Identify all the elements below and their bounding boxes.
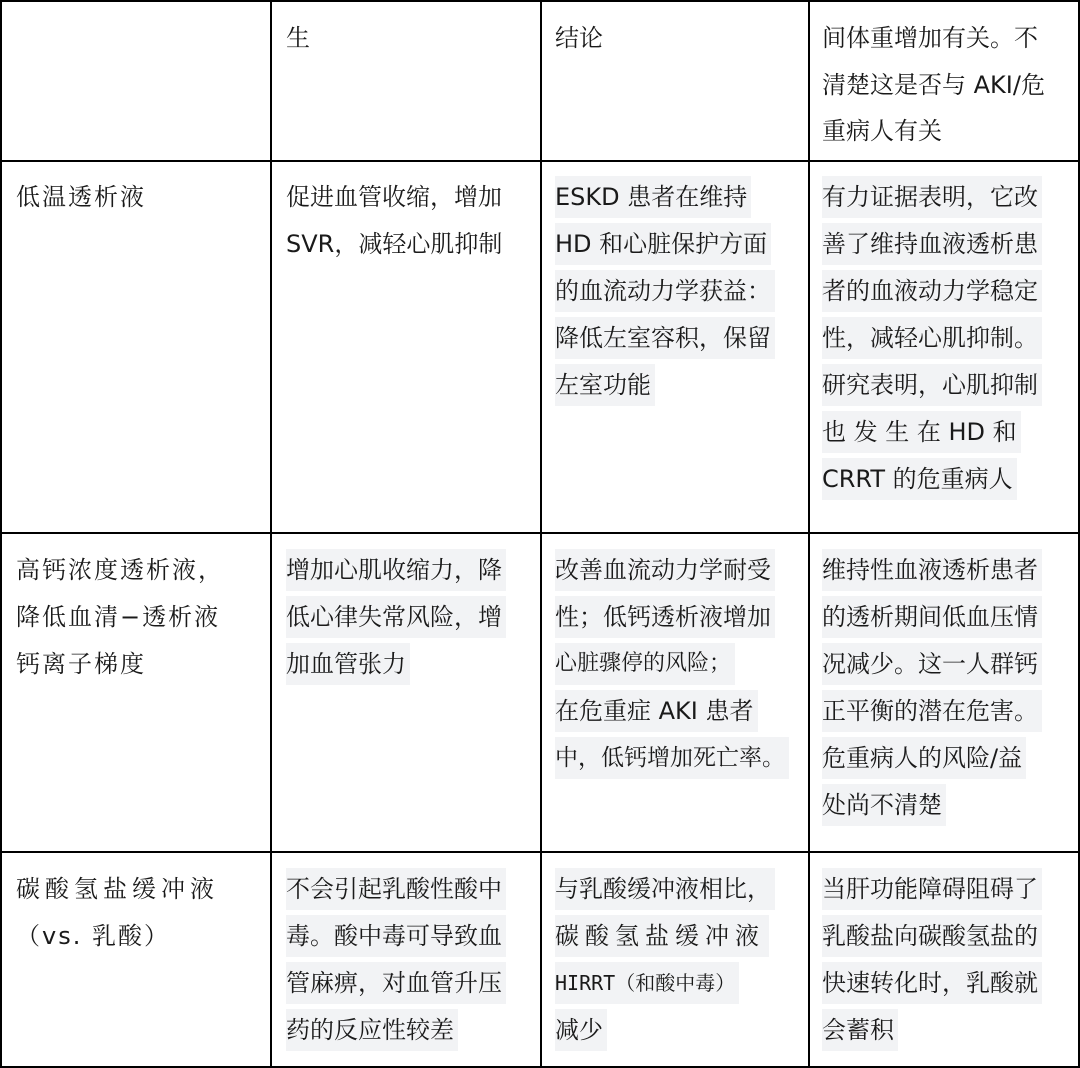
cell-line: 结论 xyxy=(555,24,603,52)
table-cell xyxy=(16,176,266,526)
column-divider xyxy=(270,0,272,1068)
cell-line: 重病人有关 xyxy=(822,117,942,145)
table-cell xyxy=(555,17,805,157)
cell-line: 减少 xyxy=(555,1009,607,1051)
cell-line: 维持性血液透析患者 xyxy=(822,549,1042,591)
cell-line: 生 xyxy=(286,24,310,52)
cell-line: 碳酸氢盐缓冲液 xyxy=(555,915,769,957)
cell-line: 促进血管收缩，增加 xyxy=(286,183,502,211)
table-cell xyxy=(16,549,266,847)
cell-line: 改善血流动力学耐受 xyxy=(555,549,775,591)
cell-line: 也 发 生 在 HD 和 xyxy=(822,411,1021,453)
column-divider xyxy=(808,0,810,1068)
table-cell xyxy=(822,868,1076,1064)
cell-line: 降低左室容积，保留 xyxy=(555,317,775,359)
cell-line: 者的血液动力学稳定 xyxy=(822,270,1042,312)
cell-line: 有力证据表明，它改 xyxy=(822,176,1042,218)
table-cell xyxy=(822,549,1076,847)
cell-line: 药的反应性较差 xyxy=(286,1009,458,1051)
table-cell xyxy=(286,176,536,526)
cell-line: 处尚不清楚 xyxy=(822,784,946,826)
cell-line: （vs. 乳酸） xyxy=(16,922,170,950)
cell-line: 降低血清−透析液 xyxy=(16,603,221,631)
cell-line: 当肝功能障碍阻碍了 xyxy=(822,868,1042,910)
column-divider xyxy=(540,0,542,1068)
cell-line: 乳酸盐向碳酸氢盐的 xyxy=(822,915,1042,957)
table-cell xyxy=(555,549,805,847)
table-cell xyxy=(822,176,1076,526)
cell-line: 况减少。这一人群钙 xyxy=(822,643,1042,685)
cell-line: 与乳酸缓冲液相比， xyxy=(555,868,775,910)
cell-line: 管麻痹，对血管升压 xyxy=(286,962,506,1004)
cell-line: 低温透析液 xyxy=(16,183,146,211)
cell-line: 快速转化时，乳酸就 xyxy=(822,962,1042,1004)
cell-line: 低心律失常风险，增 xyxy=(286,596,506,638)
cell-line: 危重病人的风险/益 xyxy=(822,737,1026,779)
cell-line: 会蓄积 xyxy=(822,1009,898,1051)
cell-line: 左室功能 xyxy=(555,364,655,406)
cell-line: 心脏骤停的风险； xyxy=(555,643,735,685)
cell-line: 增加心肌收缩力，降 xyxy=(286,549,506,591)
cell-line: 正平衡的潜在危害。 xyxy=(822,690,1042,732)
cell-line: 性，减轻心肌抑制。 xyxy=(822,317,1042,359)
cell-line: 善了维持血液透析患 xyxy=(822,223,1042,265)
cell-line: 高钙浓度透析液， xyxy=(16,556,224,584)
cell-line: 性；低钙透析液增加 xyxy=(555,596,775,638)
table-cell xyxy=(16,868,266,1064)
cell-line: 的透析期间低血压情 xyxy=(822,596,1042,638)
cell-line: HD 和心脏保护方面 xyxy=(555,223,771,265)
cell-line: 在危重症 AKI 患者 xyxy=(555,690,758,732)
cell-line: HIRRT（和酸中毒） xyxy=(555,962,739,1004)
table-cell xyxy=(286,17,536,157)
cell-line: SVR，减轻心肌抑制 xyxy=(286,230,503,258)
table-cell xyxy=(555,176,805,526)
cell-line: 不会引起乳酸性酸中 xyxy=(286,868,506,910)
cell-line: CRRT 的危重病人 xyxy=(822,458,1017,500)
column-divider xyxy=(0,0,2,1068)
cell-line: ESKD 患者在维持 xyxy=(555,176,751,218)
cell-line: 清楚这是否与 AKI/危 xyxy=(822,71,1045,99)
table-cell xyxy=(822,17,1076,157)
cell-line: 的血流动力学获益： xyxy=(555,270,775,312)
cell-line: 研究表明，心肌抑制 xyxy=(822,364,1042,406)
cell-line: 毒。酸中毒可导致血 xyxy=(286,915,506,957)
table-cell xyxy=(286,868,536,1064)
cell-line: 钙离子梯度 xyxy=(16,650,146,678)
cell-line: 加血管张力 xyxy=(286,643,410,685)
cell-line: 间体重增加有关。不 xyxy=(822,24,1038,52)
table-cell xyxy=(286,549,536,847)
cell-line: 中，低钙增加死亡率。 xyxy=(555,737,789,779)
table-cell xyxy=(555,868,805,1064)
cell-line: 碳酸氢盐缓冲液 xyxy=(16,875,219,903)
